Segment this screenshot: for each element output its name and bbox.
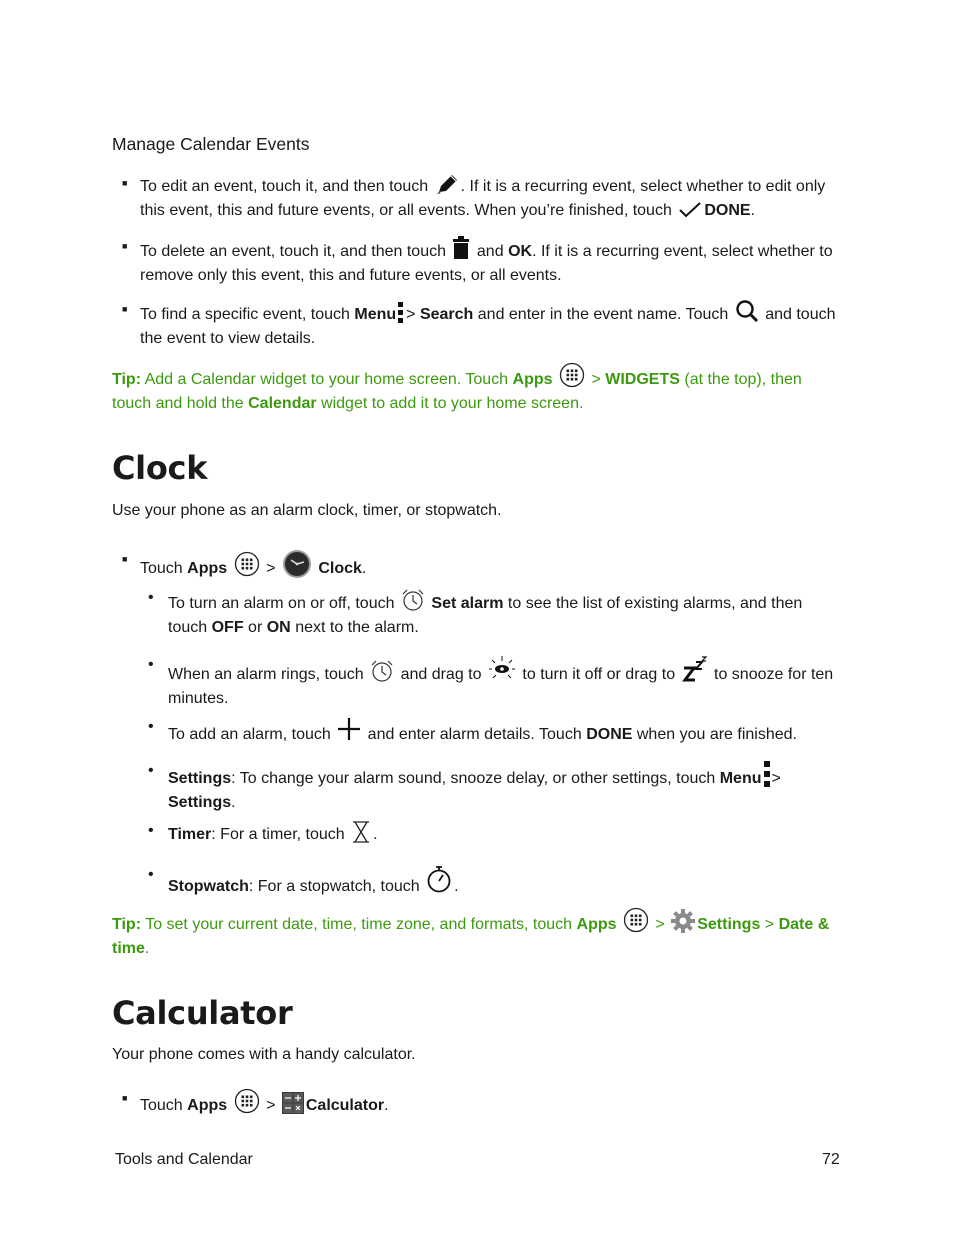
plus-icon [337, 717, 361, 747]
snooze-icon [682, 656, 708, 688]
trash-icon [452, 236, 470, 266]
checkmark-icon [678, 201, 702, 225]
calculator-app-icon [282, 1092, 304, 1120]
apps-icon [234, 551, 260, 583]
section-heading: Manage Calendar Events [112, 134, 310, 154]
alarm-icon [401, 588, 425, 618]
tip: Tip: To set your current date, time, time zone, and formats, touch Apps > Settings > Date & time. [112, 907, 844, 959]
list-item: • Settings: To change your alarm sound, snooze delay, or other settings, touch Menu > Settings. [148, 762, 781, 811]
list-item: ■ Touch Apps > Calculator. [112, 1088, 842, 1120]
stopwatch-icon [426, 865, 452, 899]
pencil-icon [435, 173, 459, 201]
list-item: • Timer: For a timer, touch . [140, 821, 840, 849]
apps-icon [559, 362, 585, 394]
alarm-icon [370, 659, 394, 689]
section-title-calculator: Calculator [112, 994, 293, 1032]
intro-text: Your phone comes with a handy calculator. [112, 1046, 416, 1063]
search-icon [735, 299, 759, 329]
clock-app-icon [282, 549, 312, 585]
dismiss-icon [488, 655, 516, 687]
hourglass-icon [351, 821, 371, 849]
menu-icon [398, 301, 404, 329]
list-item: ■ To edit an event, touch it, and then touch . If it is a recurring event, select whether to edit only this event, this and future events, or all events. When you’re finished, touch DONE. [112, 173, 842, 225]
list-item: ■ To delete an event, touch it, and then touch and OK. If it is a recurring event, select whether to remove only this event, this and future events, or all events. [112, 236, 842, 286]
apps-icon [234, 1088, 260, 1120]
list-item: • When an alarm rings, touch and drag to to turn it off or drag to to snooze for ten minutes. [148, 656, 834, 707]
section-title-clock: Clock [112, 449, 208, 487]
settings-gear-icon [671, 909, 695, 939]
list-item: ■ To find a specific event, touch Menu > Search and enter in the event name. Touch and touch the event to view details. [112, 299, 842, 349]
list-item: • To turn an alarm on or off, touch Set alarm to see the list of existing alarms, and then touch OFF or ON next to the alarm. [148, 589, 803, 636]
menu-icon [764, 761, 770, 793]
footer-section: Tools and Calendar [115, 1151, 253, 1168]
list-item: • Stopwatch: For a stopwatch, touch . [140, 865, 840, 899]
list-item: ■ Touch Apps > Clock. [112, 549, 842, 585]
page-number: 72 [822, 1151, 840, 1168]
list-item: • To add an alarm, touch and enter alarm details. Touch DONE when you are finished. [140, 717, 840, 747]
tip: Tip: Add a Calendar widget to your home screen. Touch Apps > WIDGETS (at the top), then touch and hold the Calendar widget to add it to your home screen. [112, 362, 844, 414]
apps-icon [623, 907, 649, 939]
intro-text: Use your phone as an alarm clock, timer, or stopwatch. [112, 502, 502, 519]
